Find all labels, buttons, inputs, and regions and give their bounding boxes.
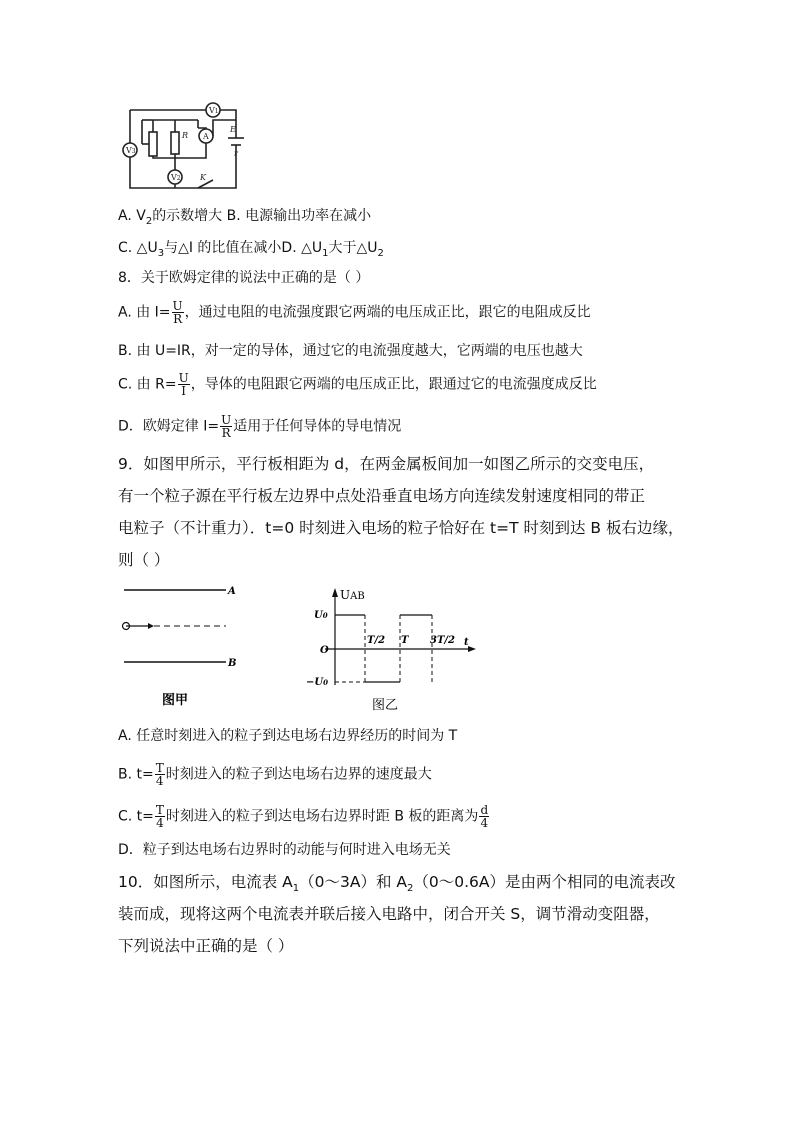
figure-parallel-plates <box>118 580 248 710</box>
plate-b-label: B <box>228 658 237 669</box>
v2-label: V2 <box>171 173 181 182</box>
figure-a-caption: 图甲 <box>162 693 189 708</box>
q9-stem-line1: 9．如图甲所示，平行板相距为 d，在两金属板间加一如图乙所示的交变电压， <box>118 455 655 473</box>
ammeter-label: A <box>203 132 209 141</box>
u0-label: U0 <box>314 610 328 621</box>
q9-option-c: C. t= $\frac{T}{4}$ 时刻进入的粒子到达电场右边界时距 B 板的距离为 $\frac{d}{4}$ <box>118 803 489 830</box>
q7-options-ab: A. $V_2$的示数增大 B. 电源输出功率在减小 <box>118 208 372 227</box>
q7-options-cd: C. $\triangle U_3$与△I 的比值在减小D. $\triangle U_1$大于$\triangle U_2$ <box>118 240 384 259</box>
q9-option-d: D．粒子到达电场右边界时的动能与何时进入电场无关 <box>118 842 451 858</box>
q10-stem-line1: 10．如图所示，电流表 $A_1(0\sim 3A)$和 $A_2(0\sim 0.6A)$是由两个相同的电流表改 <box>118 873 676 895</box>
q8-option-d: D．欧姆定律 I= $\frac{U}{R}$ 适用于任何导体的导电情况 <box>118 413 402 440</box>
q8-stem: 8．关于欧姆定律的说法中正确的是（ ） <box>118 270 370 286</box>
resistor-label: R <box>182 131 189 140</box>
figure-voltage-graph <box>300 585 480 715</box>
neg-u0-label: −U0 <box>306 677 328 688</box>
plate-a-label: A <box>228 586 236 597</box>
q8-option-a: A. 由 I= $\frac{U}{R}$ ，通过电阻的电流强度跟它两端的电压成正比，跟它的电阻成反比 <box>118 299 591 326</box>
y-axis-label: UAB <box>340 588 365 602</box>
t-full-label: T <box>401 635 409 646</box>
q9-option-a: A. 任意时刻进入的粒子到达电场右边界经历的时间为 T <box>118 728 458 744</box>
t-half-label: T/2 <box>367 635 386 646</box>
origin-label: O <box>320 645 329 656</box>
q9-stem-line4: 则（ ） <box>118 551 170 569</box>
figure-b-caption: 图乙 <box>372 698 399 713</box>
circuit-diagram <box>118 100 248 195</box>
emf-label: E <box>230 125 236 134</box>
switch-label: K <box>200 173 206 182</box>
q8-option-c: C. 由 R= $\frac{U}{I}$ ，导体的电阻跟它两端的电压成正比，跟通过它的电流强度成反比 <box>118 371 597 398</box>
q9-option-b: B. t= $\frac{T}{4}$ 时刻进入的粒子到达电场右边界的速度最大 <box>118 761 432 788</box>
q10-stem-line3: 下列说法中正确的是（ ） <box>118 937 294 955</box>
t-axis-label: t <box>464 637 469 648</box>
t-3half-label: 3T/2 <box>430 635 456 646</box>
v1-label: V1 <box>209 106 219 115</box>
q8-option-b: B. 由 U=IR，对一定的导体，通过它的电流强度越大，它两端的电压也越大 <box>118 343 583 359</box>
q9-stem-line2: 有一个粒子源在平行板左边界中点处沿垂直电场方向连续发射速度相同的带正 <box>118 487 646 505</box>
q9-stem-line3: 电粒子（不计重力）．t=0 时刻进入电场的粒子恰好在 t=T 时刻到达 B 板右边缘， <box>118 519 684 537</box>
v3-label: V3 <box>126 146 136 155</box>
q10-stem-line2: 装而成，现将这两个电流表并联后接入电路中，闭合开关 S，调节滑动变阻器， <box>118 905 660 923</box>
internal-r-label: r <box>234 149 238 158</box>
